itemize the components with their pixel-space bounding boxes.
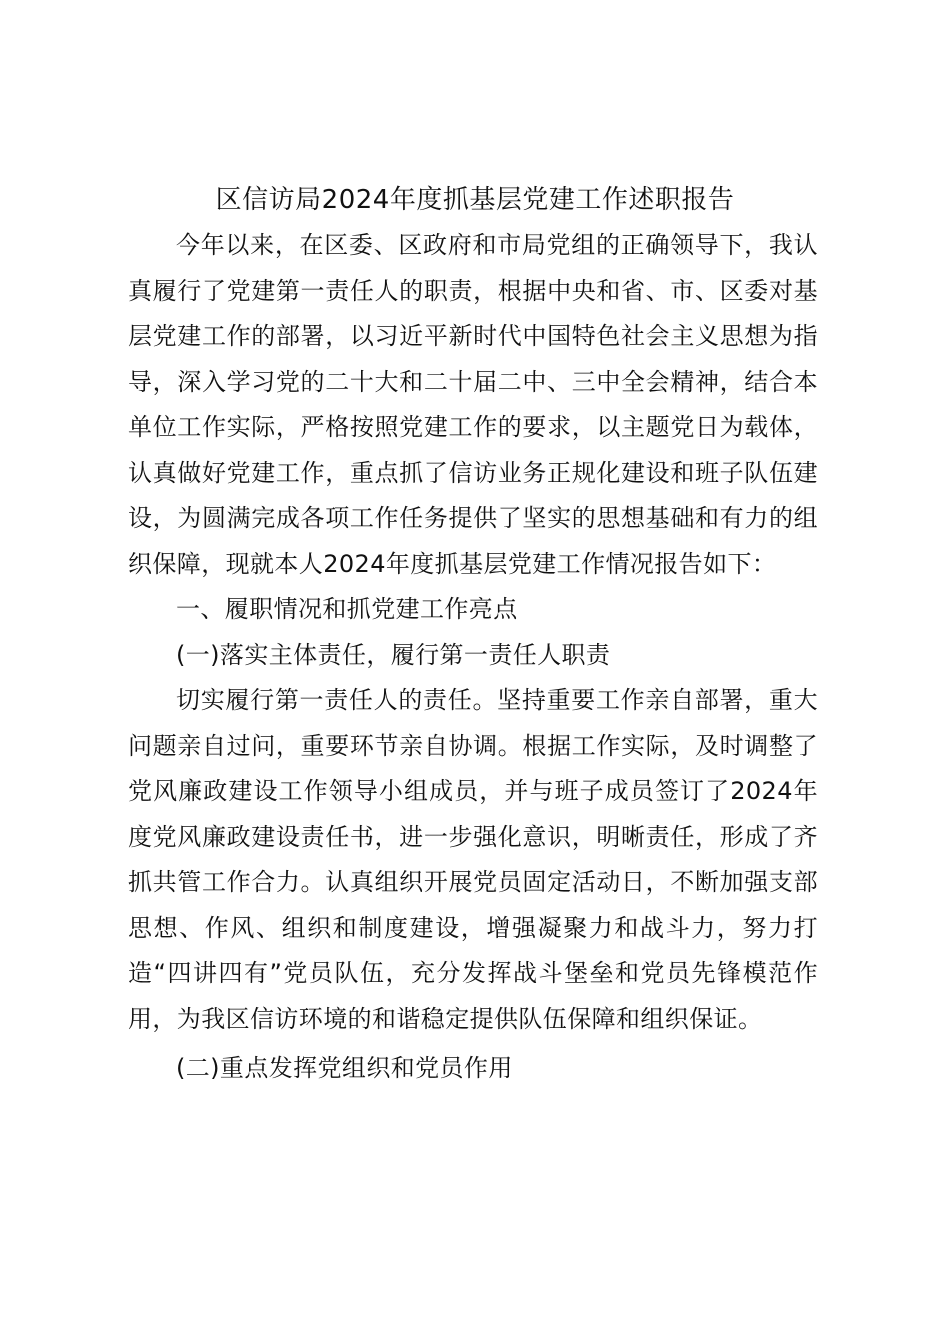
- section-heading-1: 一、履职情况和抓党建工作亮点: [176, 595, 518, 623]
- document-title: 区信访局2024年度抓基层党建工作述职报告: [215, 185, 735, 215]
- intro-paragraph: 今年以来，在区委、区政府和市局党组的正确领导下，我认真履行了党建第一责任人的职责，根据中央和省、市、区委对基层党建工作的部署，以习近平新时代中国特色社会主义思想为指导，深入学习党的二十大和二十届二中、三中全会精神，结合本单位工作实际，严格按照党建工作的要求，以主题党日为载体，认真做好党建工作，重点抓了信访业务正规化建设和班子队伍建设，为圆满完成各项工作任务提供了坚实的思想基础和有力的组织保障，现就本人2024年度抓基层党建工作情况报告如下：: [128, 231, 818, 578]
- document-body: [128, 223, 818, 1092]
- subsection-heading-1: (一)落实主体责任，履行第一责任人职责: [176, 640, 611, 669]
- subsection-1-paragraph: 切实履行第一责任人的责任。坚持重要工作亲自部署，重大问题亲自过问，重要环节亲自协调。根据工作实际，及时调整了党风廉政建设工作领导小组成员，并与班子成员签订了2024年度党风廉政建设责任书，进一步强化意识，明晰责任，形成了齐抓共管工作合力。认真组织开展党员固定活动日，不断加强支部思想、作风、组织和制度建设，增强凝聚力和战斗力，努力打造“四讲四有”党员队伍，充分发挥战斗堡垒和党员先锋模范作用，为我区信访环境的和谐稳定提供队伍保障和组织保证。: [128, 686, 818, 1033]
- subsection-heading-2: (二)重点发挥党组织和党员作用: [176, 1054, 513, 1082]
